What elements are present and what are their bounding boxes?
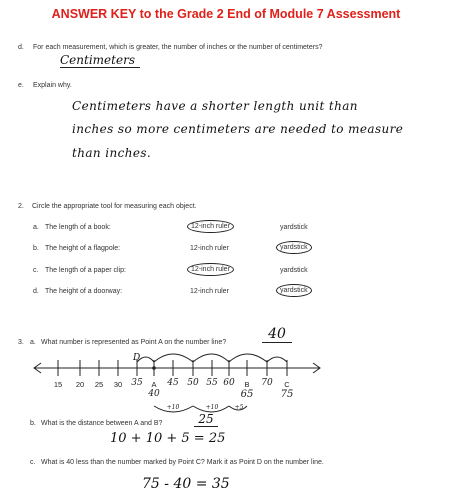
q2-row-a-object: The length of a book: — [45, 224, 111, 231]
q2-row-c-object: The length of a paper clip: — [45, 267, 126, 274]
tick-label-35: 35 — [131, 378, 143, 388]
q3a-label: a. — [30, 339, 36, 346]
part-e-label: e. — [18, 82, 24, 89]
tick-label-25: 25 — [94, 380, 104, 389]
tick-label-b: B — [244, 380, 250, 389]
tick-label-50: 50 — [187, 378, 199, 388]
q3b-label: b. — [30, 420, 36, 427]
q2-row-a-label: a. — [33, 224, 39, 231]
q2-row-d-ruler: 12-inch ruler — [190, 288, 229, 295]
tick-label-30: 30 — [113, 380, 123, 389]
under-label-a: 40 — [148, 389, 160, 399]
q3b-question: What is the distance between A and B? — [41, 420, 163, 427]
q3a-answer: 40 — [262, 326, 292, 343]
q3c-label: c. — [30, 459, 36, 466]
q2-row-b-label: b. — [33, 245, 39, 252]
q2-row-c-ruler-circled: 12-inch ruler — [187, 263, 234, 276]
tick-label-20: 20 — [75, 380, 85, 389]
q3c-work: 75 - 40 = 35 — [142, 476, 230, 492]
part-e-answer-line-2: inches so more centimeters are needed to measure — [72, 122, 404, 136]
tick-label-15: 15 — [53, 380, 63, 389]
q2-row-c-yardstick: yardstick — [280, 267, 308, 274]
q3b-work: 10 + 10 + 5 = 25 — [110, 431, 226, 446]
part-e-question: Explain why. — [33, 82, 72, 89]
jump-label-1: +10 — [166, 404, 180, 411]
q2-prompt: Circle the appropriate tool for measuring each object. — [32, 203, 197, 210]
q2-row-a-ruler-circled: 12-inch ruler — [187, 220, 234, 233]
tick-label-60: 60 — [223, 378, 235, 388]
q2-row-d-yardstick-circled: yardstick — [276, 284, 312, 297]
q2-row-b-yardstick-circled: yardstick — [276, 241, 312, 254]
tick-label-45: 45 — [167, 378, 179, 388]
under-label-c: 75 — [280, 389, 294, 400]
q3c-question: What is 40 less than the number marked by Point C? Mark it as Point D on the number line. — [41, 459, 324, 466]
under-label-b: 65 — [240, 389, 254, 400]
q2-row-a-yardstick: yardstick — [280, 224, 308, 231]
part-e-answer-line-3: than inches. — [72, 146, 152, 160]
page-title: ANSWER KEY to the Grade 2 End of Module 7 Assessment — [51, 7, 401, 21]
q2-row-d-label: d. — [33, 288, 39, 295]
jump-label-3: +5 — [234, 404, 244, 411]
tick-label-55: 55 — [206, 378, 218, 388]
part-d-answer: Centimeters — [60, 53, 140, 68]
q2-row-b-object: The height of a flagpole: — [45, 245, 121, 252]
part-d-question: For each measurement, which is greater, the number of inches or the number of centimeters? — [33, 44, 323, 51]
tick-label-70: 70 — [261, 378, 273, 388]
q2-row-d-object: The height of a doorway: — [45, 288, 123, 295]
q2-number: 2. — [18, 203, 24, 210]
part-e-answer-line-1: Centimeters have a shorter length unit than — [72, 99, 358, 113]
tick-label-c: C — [284, 380, 290, 389]
jump-label-2: +10 — [205, 404, 219, 411]
tick-label-a: A — [151, 380, 157, 389]
point-d-mark: D — [133, 353, 141, 363]
part-d-label: d. — [18, 44, 24, 51]
q2-row-b-ruler: 12-inch ruler — [190, 245, 229, 252]
q3-number: 3. — [18, 339, 24, 346]
q2-row-c-label: c. — [33, 267, 39, 274]
q3b-answer: 25 — [194, 412, 218, 427]
q3a-question: What number is represented as Point A on the number line? — [41, 339, 227, 346]
